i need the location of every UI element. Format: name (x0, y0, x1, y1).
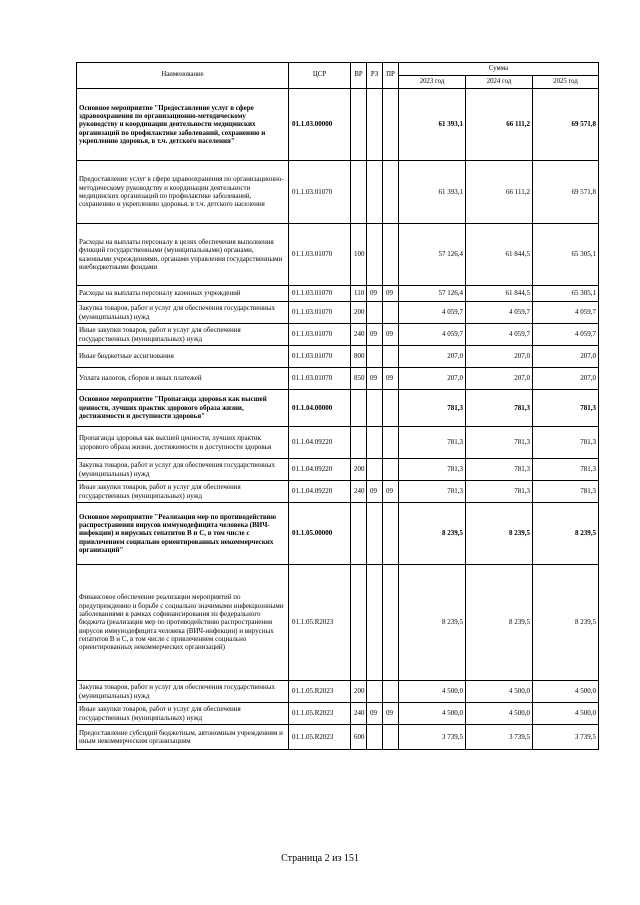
table-row (77, 161, 599, 224)
cell-2025: 4 500,0 (533, 703, 599, 725)
cell-vr (351, 503, 367, 565)
cell-2025: 69 571,8 (533, 161, 599, 224)
cell-2025: 3 739,5 (533, 725, 599, 750)
cell-pr (383, 390, 399, 427)
table-row (77, 725, 599, 750)
header-rz: РЗ (367, 63, 383, 89)
table-row (77, 286, 599, 302)
cell-pr (383, 89, 399, 161)
cell-2025: 65 305,1 (533, 224, 599, 286)
cell-csr: 01.1.05.R2023 (289, 703, 351, 725)
table-row (77, 224, 599, 286)
table-row (77, 324, 599, 346)
cell-2024: 4 059,7 (466, 302, 533, 324)
cell-csr: 01.1.04.09220 (289, 481, 351, 503)
cell-2025: 207,0 (533, 368, 599, 390)
cell-2023: 4 500,0 (399, 681, 466, 703)
table-row (77, 302, 599, 324)
cell-name: Предоставление услуг в сфере здравоохранения по организационно-методическому руководству и координации деятельности медицинских организаций по профилактике заболеваний, сохранению и укреплению здоровья, в т.ч. детского населения (77, 161, 289, 224)
cell-2024: 66 111,2 (466, 89, 533, 161)
cell-2024: 4 500,0 (466, 703, 533, 725)
cell-2025: 69 571,8 (533, 89, 599, 161)
header-csr: ЦСР (289, 63, 351, 89)
cell-csr: 01.1.05.00000 (289, 503, 351, 565)
cell-rz (367, 390, 383, 427)
table-row (77, 459, 599, 481)
cell-csr: 01.1.03.01070 (289, 368, 351, 390)
cell-pr (383, 681, 399, 703)
cell-2023: 207,0 (399, 346, 466, 368)
cell-2024: 781,3 (466, 390, 533, 427)
table-row (77, 703, 599, 725)
cell-vr: 200 (351, 302, 367, 324)
cell-2024: 4 059,7 (466, 324, 533, 346)
cell-vr: 110 (351, 286, 367, 302)
cell-pr (383, 302, 399, 324)
cell-csr: 01.1.03.01070 (289, 224, 351, 286)
budget-table (76, 62, 599, 750)
cell-vr (351, 565, 367, 681)
cell-rz (367, 224, 383, 286)
cell-rz: 09 (367, 481, 383, 503)
cell-rz (367, 725, 383, 750)
cell-pr: 09 (383, 368, 399, 390)
cell-2023: 57 126,4 (399, 224, 466, 286)
cell-pr: 09 (383, 286, 399, 302)
cell-name: Расходы на выплаты персоналу казенных учреждений (77, 286, 289, 302)
cell-csr: 01.1.03.01070 (289, 286, 351, 302)
header-year-2023: 2023 год (399, 76, 466, 89)
header-pr: ПР (383, 63, 399, 89)
table-row (77, 89, 599, 161)
cell-csr: 01.1.04.00000 (289, 390, 351, 427)
cell-rz: 09 (367, 286, 383, 302)
cell-2024: 207,0 (466, 368, 533, 390)
cell-2023: 4 059,7 (399, 302, 466, 324)
cell-rz: 09 (367, 368, 383, 390)
cell-name: Основное мероприятие "Предоставление услуг в сфере здравоохранения по организационно-методическому руководству и координации деятельности медицинских организаций по профилактике заболеваний, сохранению и укреплению здоровья, в т.ч. детского населения" (77, 89, 289, 161)
cell-pr: 09 (383, 324, 399, 346)
cell-2025: 65 305,1 (533, 286, 599, 302)
cell-2023: 207,0 (399, 368, 466, 390)
cell-csr: 01.1.05.R2023 (289, 725, 351, 750)
cell-vr: 240 (351, 324, 367, 346)
table-row (77, 565, 599, 681)
cell-csr: 01.1.04.09220 (289, 459, 351, 481)
cell-vr: 200 (351, 459, 367, 481)
cell-2025: 781,3 (533, 390, 599, 427)
cell-vr (351, 427, 367, 459)
cell-2023: 781,3 (399, 459, 466, 481)
cell-csr: 01.1.03.01070 (289, 324, 351, 346)
cell-vr (351, 390, 367, 427)
cell-rz: 09 (367, 703, 383, 725)
table-row (77, 346, 599, 368)
cell-2025: 781,3 (533, 481, 599, 503)
cell-2024: 8 239,5 (466, 565, 533, 681)
cell-pr: 09 (383, 481, 399, 503)
cell-2023: 57 126,4 (399, 286, 466, 302)
cell-csr: 01.1.05.R2023 (289, 565, 351, 681)
cell-vr: 850 (351, 368, 367, 390)
cell-2025: 4 059,7 (533, 302, 599, 324)
cell-2024: 781,3 (466, 427, 533, 459)
table-row (77, 390, 599, 427)
cell-pr (383, 459, 399, 481)
cell-name: Расходы на выплаты персоналу в целях обеспечения выполнения функций государственными (муниципальными) органами, казенными учреждениями, органами управления государственными внебюджетными фондами (77, 224, 289, 286)
cell-2025: 8 239,5 (533, 503, 599, 565)
cell-rz (367, 681, 383, 703)
cell-name: Иные закупки товаров, работ и услуг для обеспечения государственных (муниципальных) нужд (77, 481, 289, 503)
cell-pr: 09 (383, 703, 399, 725)
cell-vr: 800 (351, 346, 367, 368)
cell-2024: 207,0 (466, 346, 533, 368)
cell-name: Иные бюджетные ассигнования (77, 346, 289, 368)
cell-vr: 240 (351, 481, 367, 503)
cell-pr (383, 503, 399, 565)
cell-2024: 66 111,2 (466, 161, 533, 224)
header-year-2025: 2025 год (533, 76, 599, 89)
cell-rz (367, 459, 383, 481)
cell-2023: 61 393,1 (399, 161, 466, 224)
cell-csr: 01.1.03.01070 (289, 161, 351, 224)
cell-rz (367, 89, 383, 161)
cell-name: Закупка товаров, работ и услуг для обеспечения государственных (муниципальных) нужд (77, 681, 289, 703)
cell-name: Закупка товаров, работ и услуг для обеспечения государственных (муниципальных) нужд (77, 459, 289, 481)
cell-rz (367, 302, 383, 324)
cell-vr (351, 161, 367, 224)
cell-rz (367, 503, 383, 565)
cell-name: Уплата налогов, сборов и иных платежей (77, 368, 289, 390)
cell-2023: 4 059,7 (399, 324, 466, 346)
cell-vr: 200 (351, 681, 367, 703)
cell-2025: 781,3 (533, 459, 599, 481)
table-row (77, 481, 599, 503)
cell-2023: 8 239,5 (399, 565, 466, 681)
cell-name: Основное мероприятие "Пропаганда здоровья как высшей ценности, лучших практик здорового образа жизни, достижимости и доступности здоровья" (77, 390, 289, 427)
cell-name: Иные закупки товаров, работ и услуг для обеспечения государственных (муниципальных) нужд (77, 703, 289, 725)
cell-vr: 600 (351, 725, 367, 750)
cell-2023: 781,3 (399, 427, 466, 459)
cell-2025: 8 239,5 (533, 565, 599, 681)
cell-2025: 781,3 (533, 427, 599, 459)
cell-pr (383, 427, 399, 459)
cell-vr (351, 89, 367, 161)
cell-2023: 61 393,1 (399, 89, 466, 161)
cell-2024: 781,3 (466, 459, 533, 481)
cell-2023: 3 739,5 (399, 725, 466, 750)
cell-2024: 3 739,5 (466, 725, 533, 750)
cell-csr: 01.1.03.01070 (289, 302, 351, 324)
cell-csr: 01.1.04.09220 (289, 427, 351, 459)
cell-2024: 8 239,5 (466, 503, 533, 565)
header-sum: Сумма (399, 63, 599, 76)
cell-name: Финансовое обеспечение реализации мероприятий по предупреждению и борьбе с социально значимыми инфекционными заболеваниями в рамках софинансирования из федерального бюджета (реализация мер по противодействию распространения вирусов иммунодефицита человека (ВИЧ-инфекции) и вирусных гепатитов В и С, в том числе с привлечением социально ориентированных некоммерческих организаций) (77, 565, 289, 681)
cell-2023: 781,3 (399, 481, 466, 503)
cell-name: Закупка товаров, работ и услуг для обеспечения государственных (муниципальных) нужд (77, 302, 289, 324)
cell-rz: 09 (367, 324, 383, 346)
table-row (77, 427, 599, 459)
cell-pr (383, 346, 399, 368)
cell-2024: 61 844,5 (466, 286, 533, 302)
cell-rz (367, 161, 383, 224)
cell-pr (383, 161, 399, 224)
page-number: Страница 2 из 151 (281, 853, 359, 864)
cell-2025: 4 500,0 (533, 681, 599, 703)
cell-2024: 4 500,0 (466, 681, 533, 703)
table-row (77, 681, 599, 703)
table-row (77, 503, 599, 565)
cell-2023: 781,3 (399, 390, 466, 427)
cell-name: Пропаганда здоровья как высшей ценности, лучших практик здорового образа жизни, достижимости и доступности здоровья (77, 427, 289, 459)
cell-rz (367, 346, 383, 368)
cell-2023: 8 239,5 (399, 503, 466, 565)
cell-name: Иные закупки товаров, работ и услуг для обеспечения государственных (муниципальных) нужд (77, 324, 289, 346)
cell-csr: 01.1.03.00000 (289, 89, 351, 161)
cell-pr (383, 565, 399, 681)
cell-name: Предоставление субсидий бюджетным, автономным учреждениям и иным некоммерческим организациям (77, 725, 289, 750)
cell-pr (383, 725, 399, 750)
cell-2024: 61 844,5 (466, 224, 533, 286)
table-row (77, 368, 599, 390)
header-name: Наименование (77, 63, 289, 89)
cell-2024: 781,3 (466, 481, 533, 503)
cell-2025: 4 059,7 (533, 324, 599, 346)
cell-vr: 100 (351, 224, 367, 286)
header-vr: ВР (351, 63, 367, 89)
cell-name: Основное мероприятие "Реализация мер по противодействию распространения вирусов иммунодефицита человека (ВИЧ-инфекции) и вирусных гепатитов В и С, в том числе с привлечением социально ориентированных некоммерческих организаций" (77, 503, 289, 565)
cell-csr: 01.1.05.R2023 (289, 681, 351, 703)
cell-2025: 207,0 (533, 346, 599, 368)
cell-csr: 01.1.03.01070 (289, 346, 351, 368)
cell-2023: 4 500,0 (399, 703, 466, 725)
cell-rz (367, 565, 383, 681)
cell-pr (383, 224, 399, 286)
cell-vr: 240 (351, 703, 367, 725)
header-year-2024: 2024 год (466, 76, 533, 89)
cell-rz (367, 427, 383, 459)
